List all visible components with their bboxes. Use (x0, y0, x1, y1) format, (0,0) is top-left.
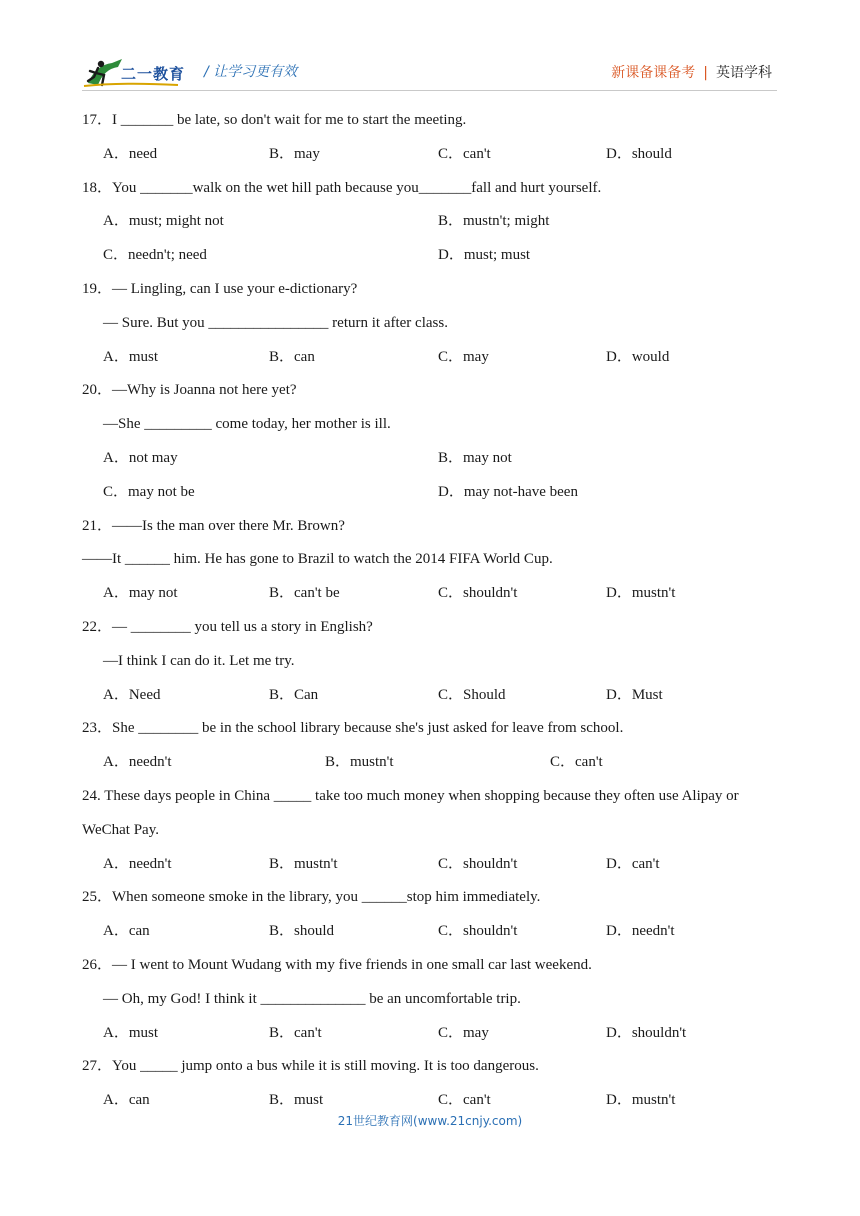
answer-option: A．needn't (103, 754, 172, 771)
answer-option: D．would (606, 348, 670, 365)
answer-option: C．can't (438, 145, 491, 162)
option-row (82, 746, 782, 780)
answer-option: B．mustn't (325, 754, 394, 771)
question-stem: 20．—Why is Joanna not here yet? (82, 382, 297, 399)
question-stem: 27．You _____ jump onto a bus while it is still moving. It is too dangerous. (82, 1058, 539, 1075)
question-line: WeChat Pay. (82, 821, 159, 838)
answer-option: A．must (103, 1024, 159, 1041)
logo-text: 二一教育 (121, 65, 186, 83)
answer-option: B．can (269, 348, 315, 365)
answer-option: A．may not (103, 585, 178, 602)
option-row (82, 848, 782, 882)
subject-label: 英语学科 (716, 65, 772, 81)
answer-option: D．shouldn't (606, 1024, 687, 1041)
option-row (82, 205, 782, 239)
answer-option: B．can't be (269, 585, 340, 602)
answer-option: C．can't (438, 1092, 491, 1109)
answer-option: B．may not (438, 449, 512, 466)
answer-option: B．can't (269, 1024, 322, 1041)
answer-option: D．Must (606, 686, 663, 703)
header-separator: | (703, 65, 708, 81)
option-row (82, 476, 782, 510)
answer-option: D．should (606, 145, 672, 162)
answer-option: B．Can (269, 686, 319, 703)
option-row (82, 239, 782, 273)
header-slogan: / 让学习更有效 (204, 64, 298, 80)
answer-option: A．not may (103, 449, 178, 466)
answer-option: C．Should (438, 686, 506, 703)
answer-option: C．may not be (103, 483, 195, 500)
question-stem: 19．— Lingling, can I use your e-dictionary? (82, 280, 358, 297)
question-stem: 22．— ________ you tell us a story in English? (82, 618, 373, 635)
question-stem: 23．She ________ be in the school library because she's just asked for leave from school. (82, 720, 624, 737)
answer-option: A．must; might not (103, 213, 224, 230)
header-right (611, 62, 772, 82)
answer-option: D．can't (606, 855, 660, 872)
answer-option: C．can't (550, 754, 603, 771)
option-row (82, 1017, 782, 1051)
answer-option: D．mustn't (606, 585, 676, 602)
answer-option: C．shouldn't (438, 855, 518, 872)
answer-option: B．mustn't (269, 855, 338, 872)
answer-option: B．mustn't; might (438, 213, 550, 230)
course-label: 新课备课备考 (611, 65, 696, 81)
answer-option: D．must; must (438, 247, 531, 264)
question-stem: 26．— I went to Mount Wudang with my five friends in one small car last weekend. (82, 956, 592, 973)
answer-option: A．can (103, 923, 150, 940)
answer-option: D．may not-have been (438, 483, 578, 500)
answer-option: C．shouldn't (438, 585, 518, 602)
option-row (82, 679, 782, 713)
option-row (82, 915, 782, 949)
answer-option: C．may (438, 348, 489, 365)
question-stem: 25．When someone smoke in the library, you ______stop him immediately. (82, 889, 541, 906)
answer-option: A．needn't (103, 855, 172, 872)
option-row (82, 442, 782, 476)
option-row (82, 341, 782, 375)
answer-option: C．may (438, 1024, 489, 1041)
question-stem: 24. These days people in China _____ take too much money when shopping because they often use Alipay or (82, 787, 739, 804)
question-stem: 21．——Is the man over there Mr. Brown? (82, 517, 345, 534)
answer-option: D．mustn't (606, 1092, 676, 1109)
answer-option: A．can (103, 1092, 150, 1109)
option-row (82, 138, 782, 172)
answer-option: A．Need (103, 686, 161, 703)
answer-option: B．may (269, 145, 320, 162)
question-line: — Sure. But you ________________ return it after class. (103, 314, 448, 331)
page-footer: 21世纪教育网(www.21cnjy.com) (337, 1114, 523, 1128)
page-header (0, 0, 860, 100)
answer-option: C．needn't; need (103, 247, 207, 264)
question-line: ——It ______ him. He has gone to Brazil to watch the 2014 FIFA World Cup. (82, 551, 553, 568)
question-line: —I think I can do it. Let me try. (103, 652, 295, 669)
answer-option: B．should (269, 923, 335, 940)
answer-option: A．must (103, 348, 159, 365)
answer-option: A．need (103, 145, 158, 162)
answer-option: D．needn't (606, 923, 675, 940)
answer-option: B．must (269, 1092, 324, 1109)
header-divider (82, 90, 777, 91)
question-line: — Oh, my God! I think it ______________ be an uncomfortable trip. (103, 990, 521, 1007)
question-line: —She _________ come today, her mother is ill. (103, 416, 391, 433)
option-row (82, 577, 782, 611)
answer-option: C．shouldn't (438, 923, 518, 940)
question-list (82, 104, 782, 1118)
question-stem: 17．I _______ be late, so don't wait for me to start the meeting. (82, 112, 467, 128)
question-stem: 18．You _______walk on the wet hill path because you_______fall and hurt yourself. (82, 179, 602, 196)
